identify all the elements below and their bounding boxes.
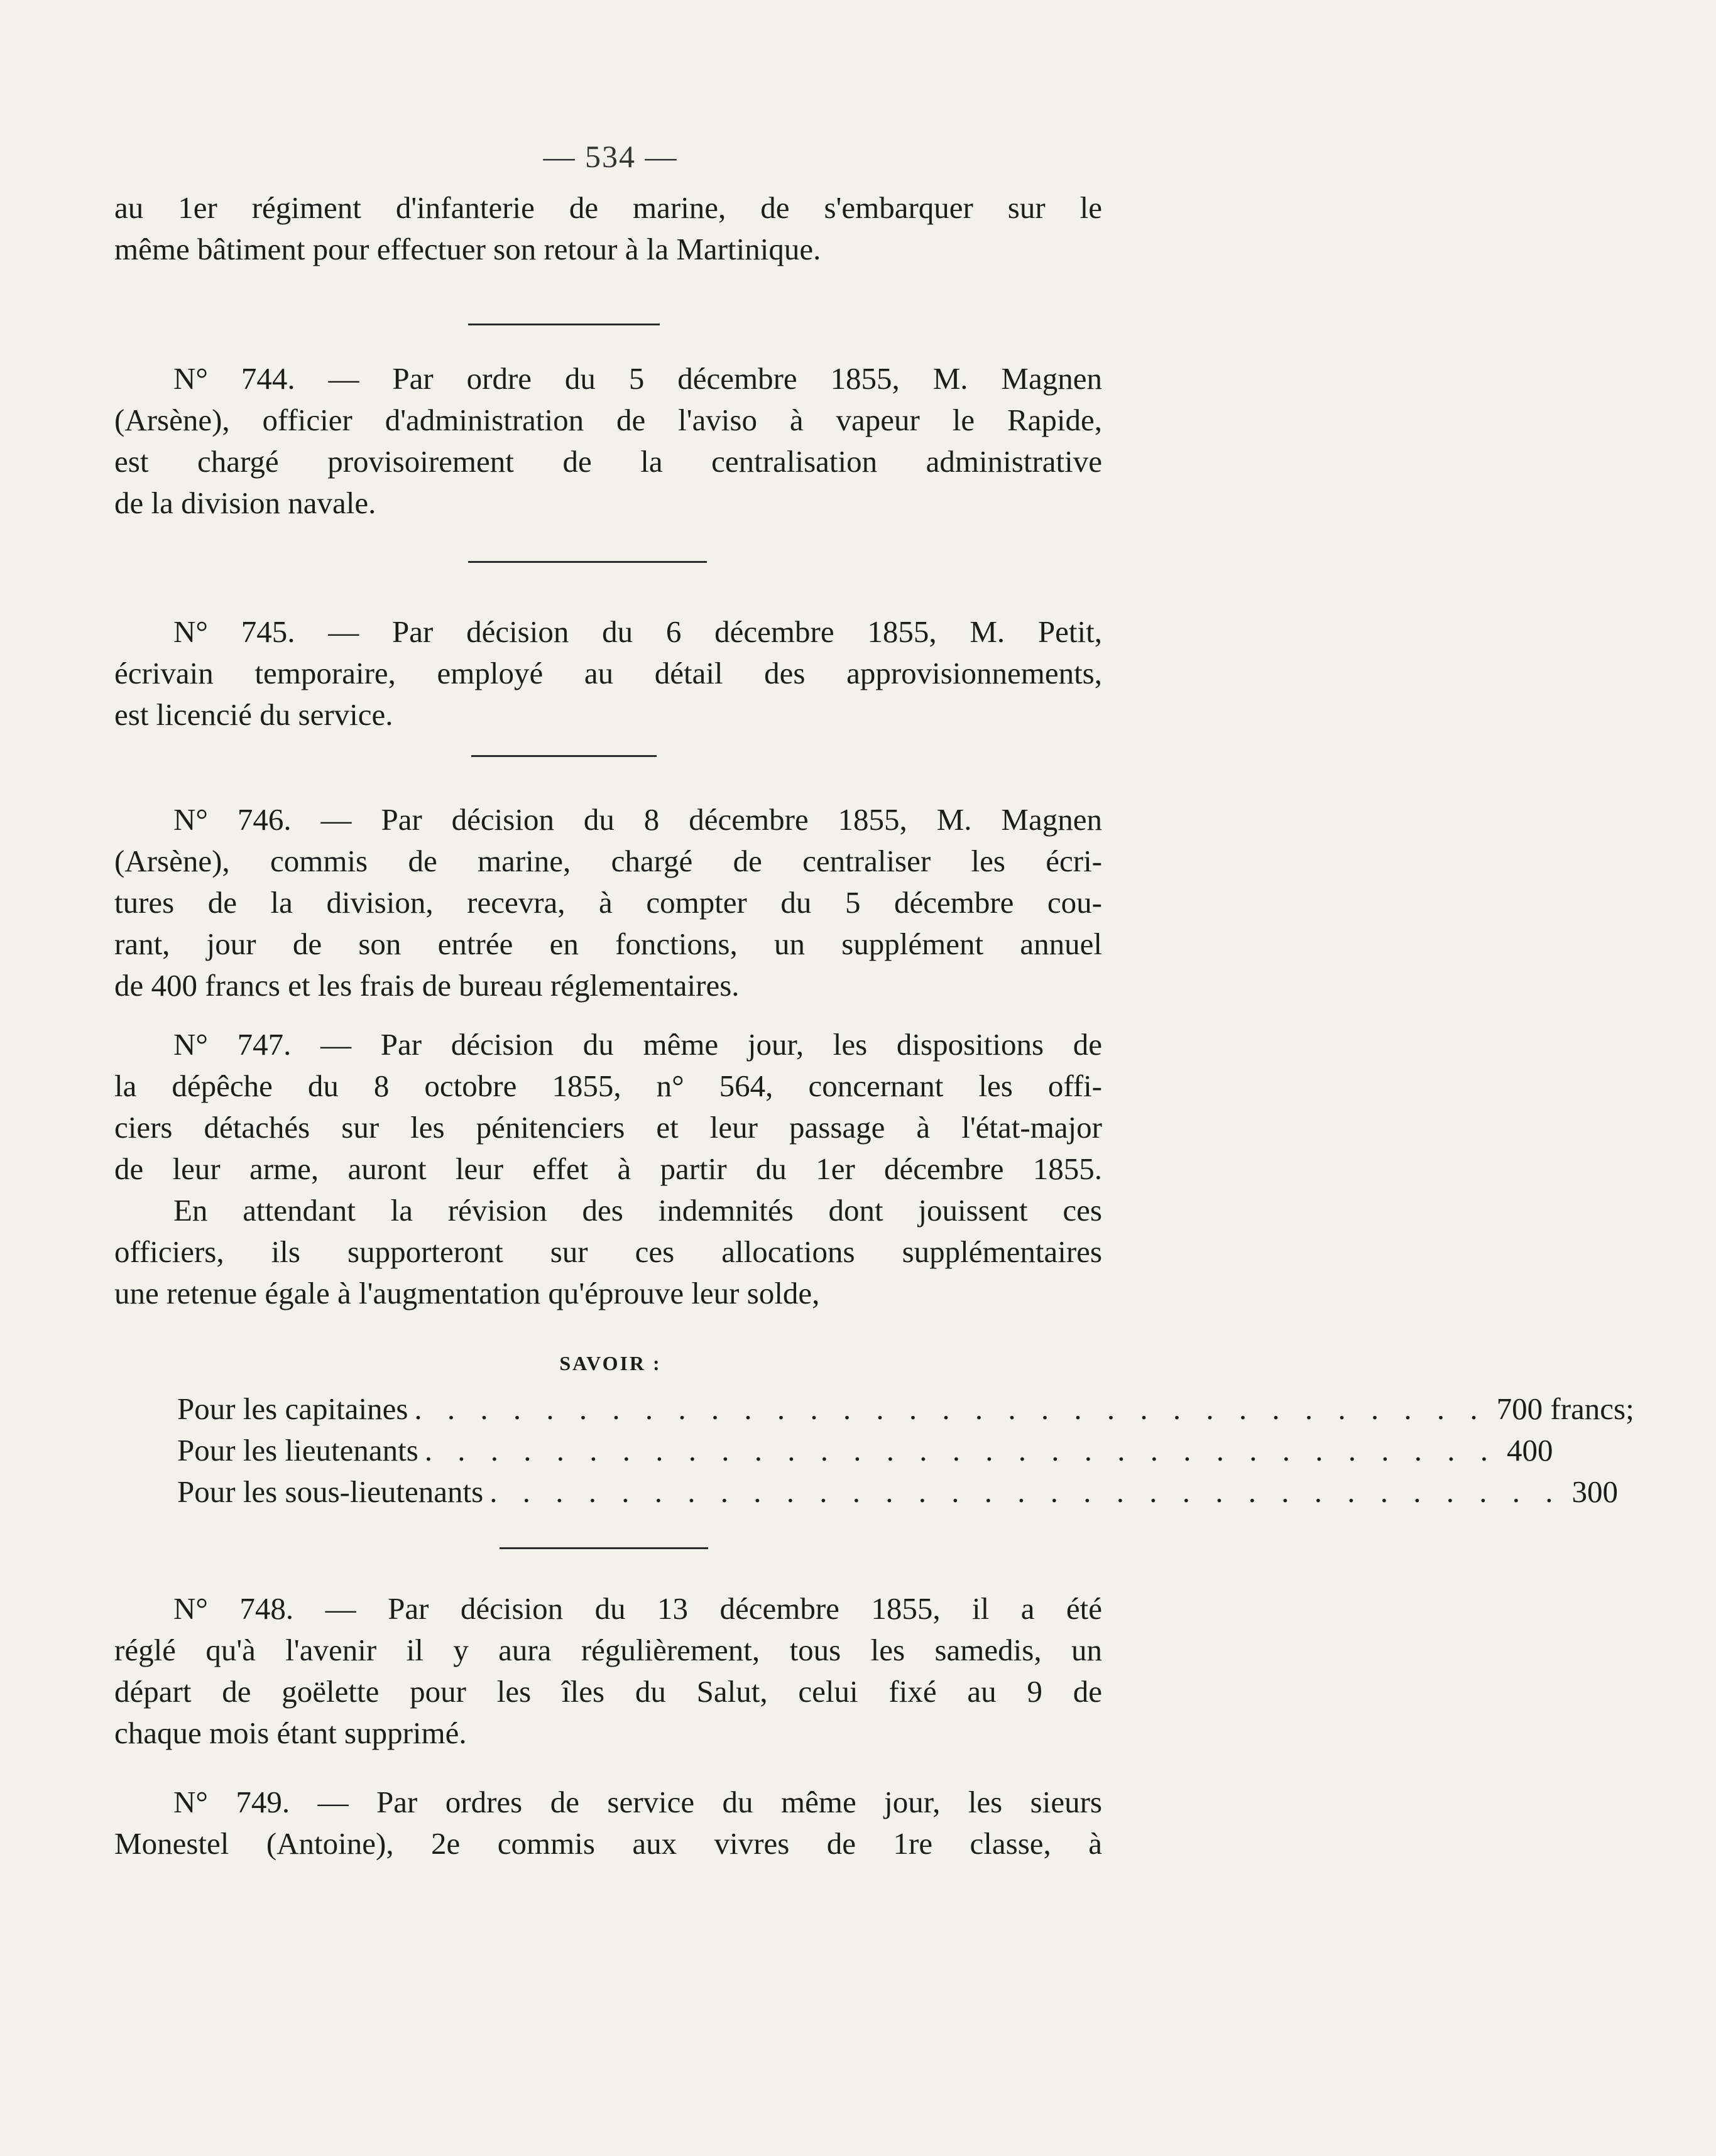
allocation-row (177, 1388, 1634, 1430)
paragraph-746 (114, 799, 1102, 1006)
n749-line-2: Monestel (Antoine), 2e commis aux vivres de 1re classe, à (114, 1826, 1102, 1861)
paragraph-744 (114, 358, 1102, 524)
leader-dots: . . . . . . . . . . . . . . . . . . . . . . . . . . . . . . . . . (424, 1433, 1497, 1467)
n744-line-2: (Arsène), officier d'administration de l'aviso à vapeur le Rapide, (114, 403, 1102, 437)
paragraph-745 (114, 611, 1102, 736)
n746-line-3: tures de la division, recevra, à compter du 5 décembre cou- (114, 885, 1102, 920)
separator-rule (468, 324, 660, 325)
n746-line-2: (Arsène), commis de marine, chargé de centraliser les écri- (114, 844, 1102, 878)
n747-line-5: En attendant la révision des indemnités dont jouissent ces (173, 1193, 1102, 1228)
leader-dots: . . . . . . . . . . . . . . . . . . . . . . . . . . . . . . . . . (414, 1391, 1487, 1426)
allocation-label: Pour les sous-lieutenants (177, 1474, 484, 1509)
separator-rule (500, 1547, 708, 1549)
n745-line-1: N° 745. — Par décision du 6 décembre 1855, M. Petit, (173, 614, 1102, 649)
n748-line-4: chaque mois étant supprimé. (114, 1716, 467, 1750)
page-number: — 534 — (543, 139, 678, 174)
n748-line-2: réglé qu'à l'avenir il y aura régulièrement, tous les samedis, un (114, 1633, 1102, 1667)
leader-dots: . . . . . . . . . . . . . . . . . . . . . . . . . . . . . . . . . (489, 1474, 1562, 1509)
n745-line-2: écrivain temporaire, employé au détail des approvisionnements, (114, 656, 1102, 690)
intro-line-2: même bâtiment pour effectuer son retour à la Martinique. (114, 232, 821, 266)
allocation-amount: 700 francs; (1496, 1391, 1634, 1426)
paragraph-intro (114, 187, 1102, 270)
intro-line-1: au 1er régiment d'infanterie de marine, de s'embarquer sur le (114, 190, 1102, 225)
n747-line-7: une retenue égale à l'augmentation qu'éprouve leur solde, (114, 1276, 820, 1310)
savoir-heading: SAVOIR : (559, 1352, 662, 1375)
paragraph-747 (114, 1024, 1102, 1314)
paragraph-748 (114, 1588, 1102, 1754)
n748-line-1: N° 748. — Par décision du 13 décembre 1855, il a été (173, 1591, 1102, 1626)
n747-line-6: officiers, ils supporteront sur ces allocations supplémentaires (114, 1234, 1102, 1269)
n744-line-3: est chargé provisoirement de la centralisation administrative (114, 444, 1102, 479)
n747-line-1: N° 747. — Par décision du même jour, les dispositions de (173, 1027, 1102, 1062)
n749-line-1: N° 749. — Par ordres de service du même jour, les sieurs (173, 1785, 1102, 1819)
n744-line-1: N° 744. — Par ordre du 5 décembre 1855, M. Magnen (173, 361, 1102, 396)
allocation-label: Pour les capitaines (177, 1391, 408, 1426)
n746-line-5: de 400 francs et les frais de bureau réglementaires. (114, 968, 740, 1003)
n748-line-3: départ de goëlette pour les îles du Salut, celui fixé au 9 de (114, 1674, 1102, 1709)
paragraph-749 (114, 1782, 1102, 1865)
allocation-amount: 300 (1571, 1474, 1618, 1509)
n746-line-4: rant, jour de son entrée en fonctions, un supplément annuel (114, 927, 1102, 961)
n744-line-4: de la division navale. (114, 486, 376, 520)
n745-line-3: est licencié du service. (114, 697, 393, 732)
n747-line-4: de leur arme, auront leur effet à partir du 1er décembre 1855. (114, 1152, 1102, 1186)
separator-rule (468, 561, 707, 563)
allocation-label: Pour les lieutenants (177, 1433, 418, 1467)
separator-rule (471, 755, 657, 757)
allocation-row (177, 1430, 1553, 1471)
n746-line-1: N° 746. — Par décision du 8 décembre 1855, M. Magnen (173, 802, 1102, 837)
allocation-row (177, 1471, 1618, 1513)
n747-line-2: la dépêche du 8 octobre 1855, n° 564, concernant les offi- (114, 1069, 1102, 1103)
n747-line-3: ciers détachés sur les pénitenciers et leur passage à l'état-major (114, 1110, 1102, 1145)
allocation-amount: 400 (1507, 1433, 1553, 1467)
